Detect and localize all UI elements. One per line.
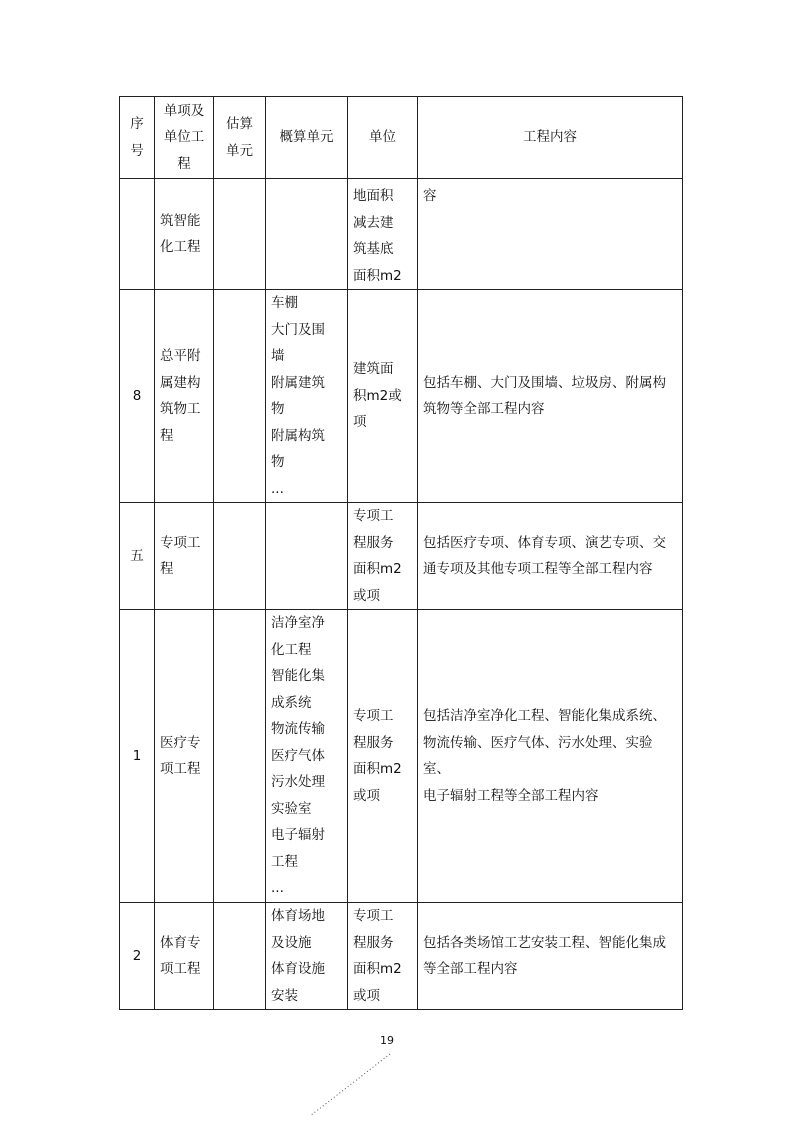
row-seq: 8: [120, 290, 155, 503]
row-budget: 体育场地 及设施 体育设施 安装: [266, 903, 348, 1010]
row-estimate: [214, 179, 266, 290]
row-item: 专项工 程: [155, 503, 214, 610]
table-row: [120, 503, 683, 610]
row-seq: 1: [120, 610, 155, 903]
row-content: 包括各类场馆工艺安装工程、智能化集成 等全部工程内容: [418, 903, 683, 1010]
table-row: [120, 179, 683, 290]
row-unit: 专项工 程服务 面积m2 或项: [348, 610, 418, 903]
header-budget: 概算单元: [266, 97, 348, 179]
table-row: [120, 903, 683, 1010]
row-estimate: [214, 610, 266, 903]
row-seq: 五: [120, 503, 155, 610]
row-budget: 洁净室净 化工程 智能化集 成系统 物流传输 医疗气体 污水处理 实验室 电子辐射 工程 ...: [266, 610, 348, 903]
row-unit: 建筑面 积m2或 项: [348, 290, 418, 503]
header-estimate: 估算 单元: [214, 97, 266, 179]
row-estimate: [214, 503, 266, 610]
row-budget: [266, 503, 348, 610]
row-budget: [266, 179, 348, 290]
page-number: 19: [380, 1034, 394, 1047]
row-seq: 2: [120, 903, 155, 1010]
decorative-dotted-line: [308, 1048, 398, 1118]
row-content: 包括车棚、大门及围墙、垃圾房、附属构 筑物等全部工程内容: [418, 290, 683, 503]
row-content: 容: [418, 179, 683, 290]
row-content: 包括洁净室净化工程、智能化集成系统、 物流传输、医疗气体、污水处理、实验室、 电子辐射工程等全部工程内容: [418, 610, 683, 903]
header-unit: 单位: [348, 97, 418, 179]
header-seq: 序 号: [120, 97, 155, 179]
document-table: [119, 96, 683, 1010]
row-seq: [120, 179, 155, 290]
row-estimate: [214, 290, 266, 503]
row-budget: 车棚 大门及围 墙 附属建筑 物 附属构筑 物 ...: [266, 290, 348, 503]
header-item: 单项及 单位工 程: [155, 97, 214, 179]
row-unit: 专项工 程服务 面积m2 或项: [348, 503, 418, 610]
row-item: 体育专 项工程: [155, 903, 214, 1010]
table-body: [120, 179, 683, 1010]
row-item: 筑智能 化工程: [155, 179, 214, 290]
header-content: 工程内容: [418, 97, 683, 179]
row-estimate: [214, 903, 266, 1010]
header-row: [120, 97, 683, 179]
table-row: [120, 290, 683, 503]
row-unit: 地面积 减去建 筑基底 面积m2: [348, 179, 418, 290]
table-row: [120, 610, 683, 903]
row-item: 总平附 属建构 筑物工 程: [155, 290, 214, 503]
row-item: 医疗专 项工程: [155, 610, 214, 903]
row-content: 包括医疗专项、体育专项、演艺专项、交 通专项及其他专项工程等全部工程内容: [418, 503, 683, 610]
row-unit: 专项工 程服务 面积m2 或项: [348, 903, 418, 1010]
